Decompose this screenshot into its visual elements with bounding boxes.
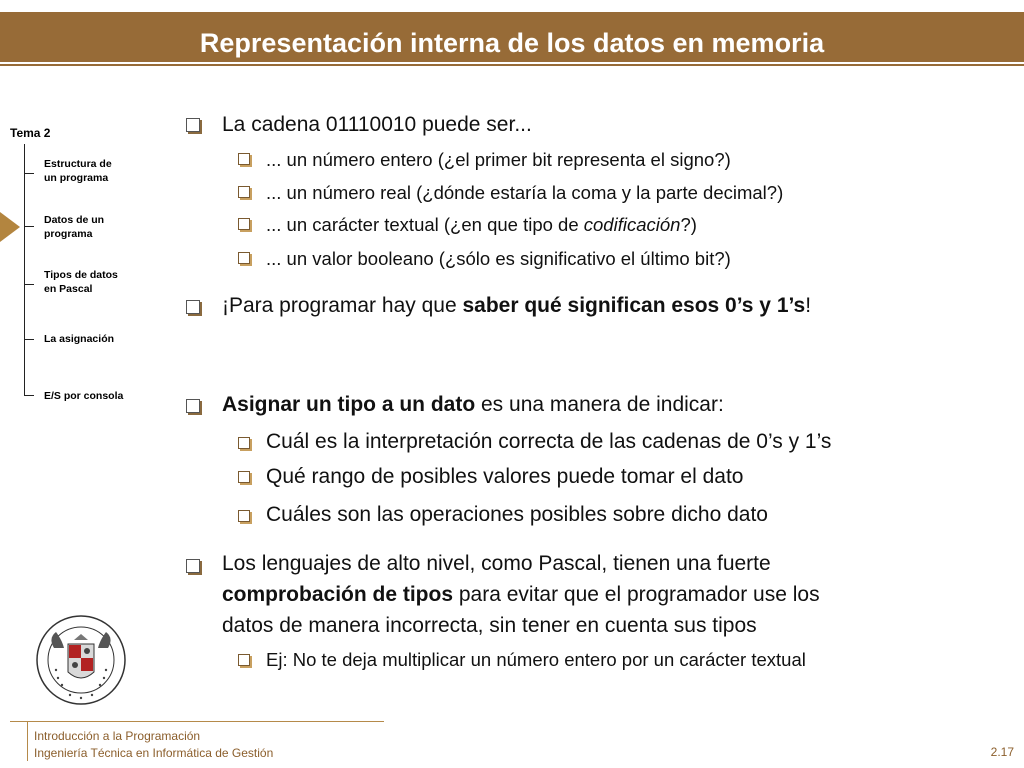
text-bold: comprobación de tipos <box>222 583 454 606</box>
sidebar-tick <box>24 284 34 285</box>
text-segment: ... un carácter textual (¿en que tipo de <box>266 214 584 235</box>
bullet-text: datos de manera incorrecta, sin tener en cuenta sus tipos <box>222 614 757 637</box>
sub-bullet-text: ... un número real (¿dónde estaría la coma y la parte decimal?) <box>266 182 784 203</box>
text-segment: ?) <box>680 214 697 235</box>
bullet-text: La cadena 01110010 puede ser... <box>222 113 532 136</box>
bullet-text <box>222 294 811 318</box>
footer-degree: Ingeniería Técnica en Informática de Gestión <box>34 746 274 760</box>
sub-bullet-text: Qué rango de posibles valores puede tomar el dato <box>266 465 744 488</box>
sidebar-item-datos[interactable] <box>44 213 144 241</box>
bullet-box-icon <box>186 300 200 314</box>
sidebar-tema-label: Tema 2 <box>10 126 51 140</box>
text-segment: ! <box>805 294 812 317</box>
text-bold: saber qué significan esos 0’s y 1’s <box>462 294 806 317</box>
sub-bullet-box-icon <box>238 252 250 264</box>
sidebar-item-label: en Pascal <box>44 283 93 295</box>
bullet-box-icon <box>186 399 200 413</box>
sub-bullet-box-icon <box>238 218 250 230</box>
sidebar-item-label: Estructura de <box>44 158 112 170</box>
sidebar-item-estructura[interactable] <box>44 157 144 185</box>
bullet-box-icon <box>186 118 200 132</box>
sidebar-item-label: Datos de un <box>44 214 105 226</box>
sidebar-item-label: Tipos de datos <box>44 269 118 281</box>
sub-bullet-text: ... un valor booleano (¿sólo es significativo el último bit?) <box>266 248 731 269</box>
bullet-box-icon <box>186 559 200 573</box>
university-seal-icon <box>34 610 128 710</box>
sidebar-item-label: programa <box>44 228 93 240</box>
title-bar <box>0 12 1024 66</box>
current-section-arrow-icon <box>0 212 20 242</box>
text-bold: Asignar un tipo a un dato <box>222 393 476 416</box>
text-segment: ¡Para programar hay que <box>222 294 463 317</box>
sub-bullet-box-icon <box>238 471 250 483</box>
footer-course: Introducción a la Programación <box>34 729 201 743</box>
text-segment: es una manera de indicar: <box>475 393 724 416</box>
text-segment: para evitar que el programador use los <box>453 583 820 606</box>
sidebar-item-label: un programa <box>44 172 109 184</box>
sub-bullet-box-icon <box>238 654 250 666</box>
sub-bullet-box-icon <box>238 153 250 165</box>
bullet-text <box>222 583 820 607</box>
sub-bullet-text <box>266 214 697 236</box>
footer-divider-vertical <box>27 721 28 761</box>
sidebar-item-tipos[interactable] <box>44 268 144 296</box>
sidebar-item-label: La asignación <box>44 333 115 345</box>
sub-bullet-box-icon <box>238 186 250 198</box>
sub-bullet-box-icon <box>238 437 250 449</box>
sub-bullet-text: ... un número entero (¿el primer bit representa el signo?) <box>266 149 731 170</box>
page-number: 2.17 <box>990 745 1014 759</box>
bullet-text <box>222 393 724 417</box>
sidebar-tick <box>24 395 34 396</box>
footer-divider <box>10 721 384 722</box>
sub-bullet-text: Cuál es la interpretación correcta de las cadenas de 0’s y 1’s <box>266 430 832 453</box>
sidebar-item-asignacion[interactable] <box>44 332 144 346</box>
sub-bullet-text: Cuáles son las operaciones posibles sobre dicho dato <box>266 503 768 526</box>
sidebar-item-label: E/S por consola <box>44 390 124 402</box>
sidebar-tick <box>24 339 34 340</box>
sub-bullet-box-icon <box>238 510 250 522</box>
slide-title: Representación interna de los datos en memoria <box>199 28 825 58</box>
sidebar-item-es-consola[interactable] <box>44 389 144 403</box>
sub-bullet-text: Ej: No te deja multiplicar un número entero por un carácter textual <box>266 649 806 670</box>
sidebar-tick <box>24 226 34 227</box>
sidebar-vertical-line <box>24 144 25 395</box>
sidebar-tick <box>24 173 34 174</box>
text-emphasis: codificación <box>583 214 681 235</box>
bullet-text: Los lenguajes de alto nivel, como Pascal, tienen una fuerte <box>222 552 771 575</box>
